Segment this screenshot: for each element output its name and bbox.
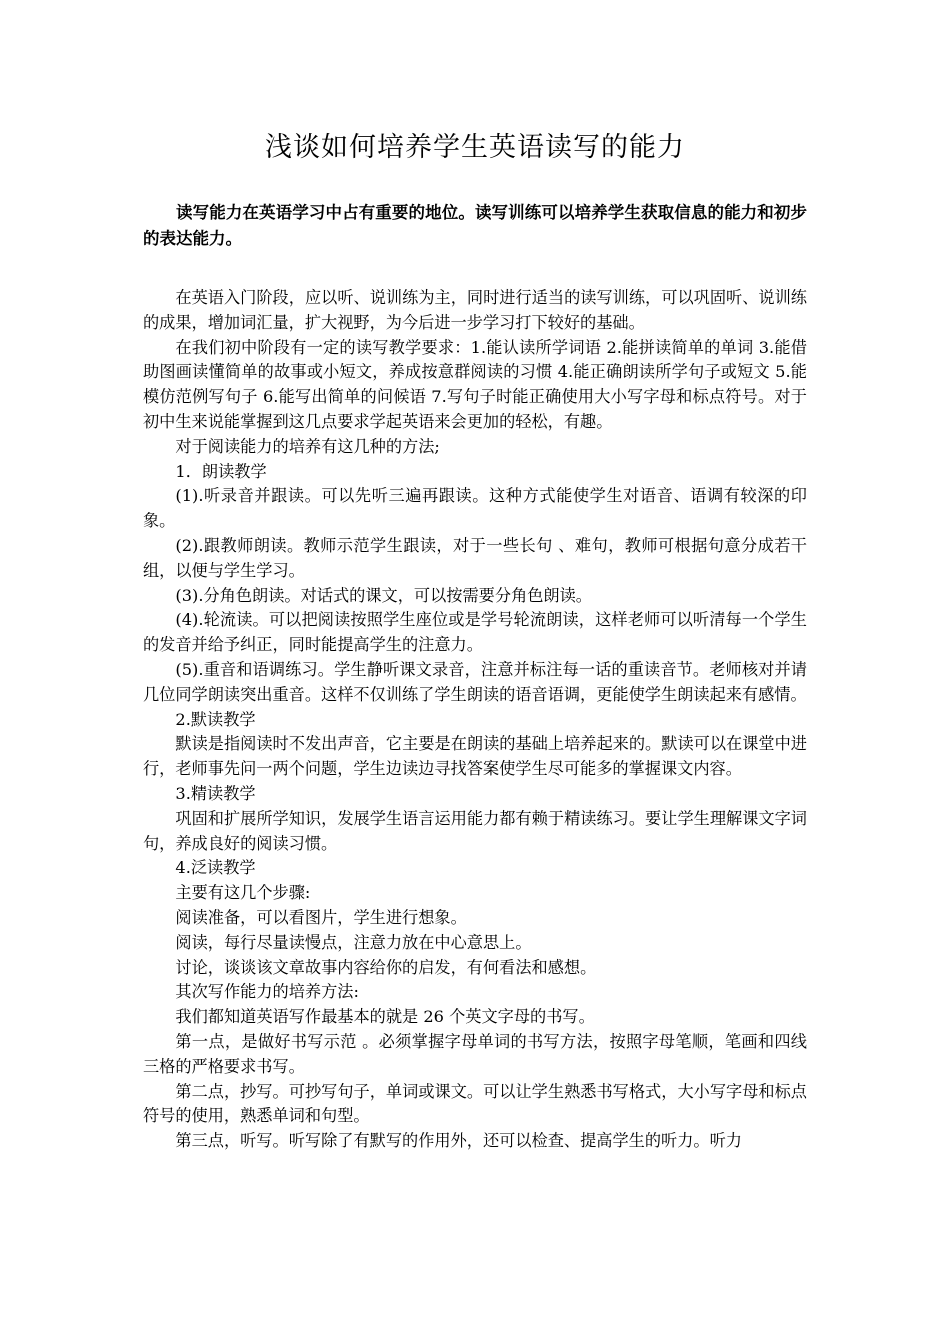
section-heading: 2.默读教学: [175, 709, 256, 729]
paragraph: 默读是指阅读时不发出声音，它主要是在朗读的基础上培养起来的。默读可以在课堂中进行，老师事先问一两个问题，学生边读边寻找答案使学生尽可能多的掌握课文内容。: [143, 734, 807, 779]
document-body: [143, 286, 807, 1154]
paragraph: 巩固和扩展所学知识，发展学生语言运用能力都有赖于精读练习。要让学生理解课文字词句，养成良好的阅读习惯。: [143, 808, 807, 853]
document-title: 浅谈如何培养学生英语读写的能力: [265, 132, 685, 163]
paragraph: 讨论，谈谈该文章故事内容给你的启发，有何看法和感想。: [175, 957, 597, 977]
paragraph: 主要有这几个步骤:: [175, 883, 311, 903]
paragraph: (4).轮流读。可以把阅读按照学生座位或是学号轮流朗读，这样老师可以听清每一个学生的发音并给予纠正，同时能提高学生的注意力。: [143, 610, 807, 655]
paragraph: 第三点，听写。听写除了有默写的作用外，还可以检查、提高学生的听力。听力: [175, 1131, 742, 1151]
section-heading: 4.泛读教学: [175, 858, 256, 878]
paragraph: (1).听录音并跟读。可以先听三遍再跟读。这种方式能使学生对语音、语调有较深的印象。: [143, 486, 807, 531]
paragraph: (5).重音和语调练习。学生静听课文录音，注意并标注每一话的重读音节。老师核对并请几位同学朗读突出重音。这样不仅训练了学生朗读的语音语调，更能使学生朗读起来有感情。: [143, 659, 807, 704]
paragraph: 我们都知道英语写作最基本的就是 26 个英文字母的书写。: [175, 1007, 595, 1027]
document-abstract: 读写能力在英语学习中占有重要的地位。读写训练可以培养学生获取信息的能力和初步的表达能力。: [143, 203, 807, 248]
paragraph: 阅读，每行尽量读慢点，注意力放在中心意思上。: [175, 932, 532, 952]
paragraph: 第一点，是做好书写示范 。必须掌握字母单词的书写方法，按照字母笔顺，笔画和四线三格的严格要求书写。: [143, 1031, 807, 1076]
section-heading: 1．朗读教学: [175, 461, 267, 481]
paragraph: 其次写作能力的培养方法:: [175, 982, 359, 1002]
paragraph: (3).分角色朗读。对话式的课文，可以按需要分角色朗读。: [175, 585, 592, 605]
paragraph: (2).跟教师朗读。教师示范学生跟读，对于一些长句 、难句，教师可根据句意分成若干组，以便与学生学习。: [143, 535, 807, 580]
paragraph: 第二点，抄写。可抄写句子，单词或课文。可以让学生熟悉书写格式，大小写字母和标点符号的使用，熟悉单词和句型。: [143, 1081, 807, 1126]
paragraph: 在我们初中阶段有一定的读写教学要求：1.能认读所学词语 2.能拼读简单的单词 3.能借助图画读懂简单的故事或小短文，养成按意群阅读的习惯 4.能正确朗读所学句子或短文 5.能模仿范例写句子 6.能写出简单的问候语 7.写句子时能正确使用大小写字母和标点符号。对于初中生来说能掌握到这几点要求学起英语来会更加的轻松，有趣。: [143, 337, 807, 431]
section-heading: 3.精读教学: [175, 783, 256, 803]
paragraph: 阅读准备，可以看图片，学生进行想象。: [175, 907, 467, 927]
paragraph: 对于阅读能力的培养有这几种的方法;: [175, 436, 440, 456]
paragraph: 在英语入门阶段，应以听、说训练为主，同时进行适当的读写训练，可以巩固听、说训练的成果，增加词汇量，扩大视野，为今后进一步学习打下较好的基础。: [143, 288, 807, 332]
